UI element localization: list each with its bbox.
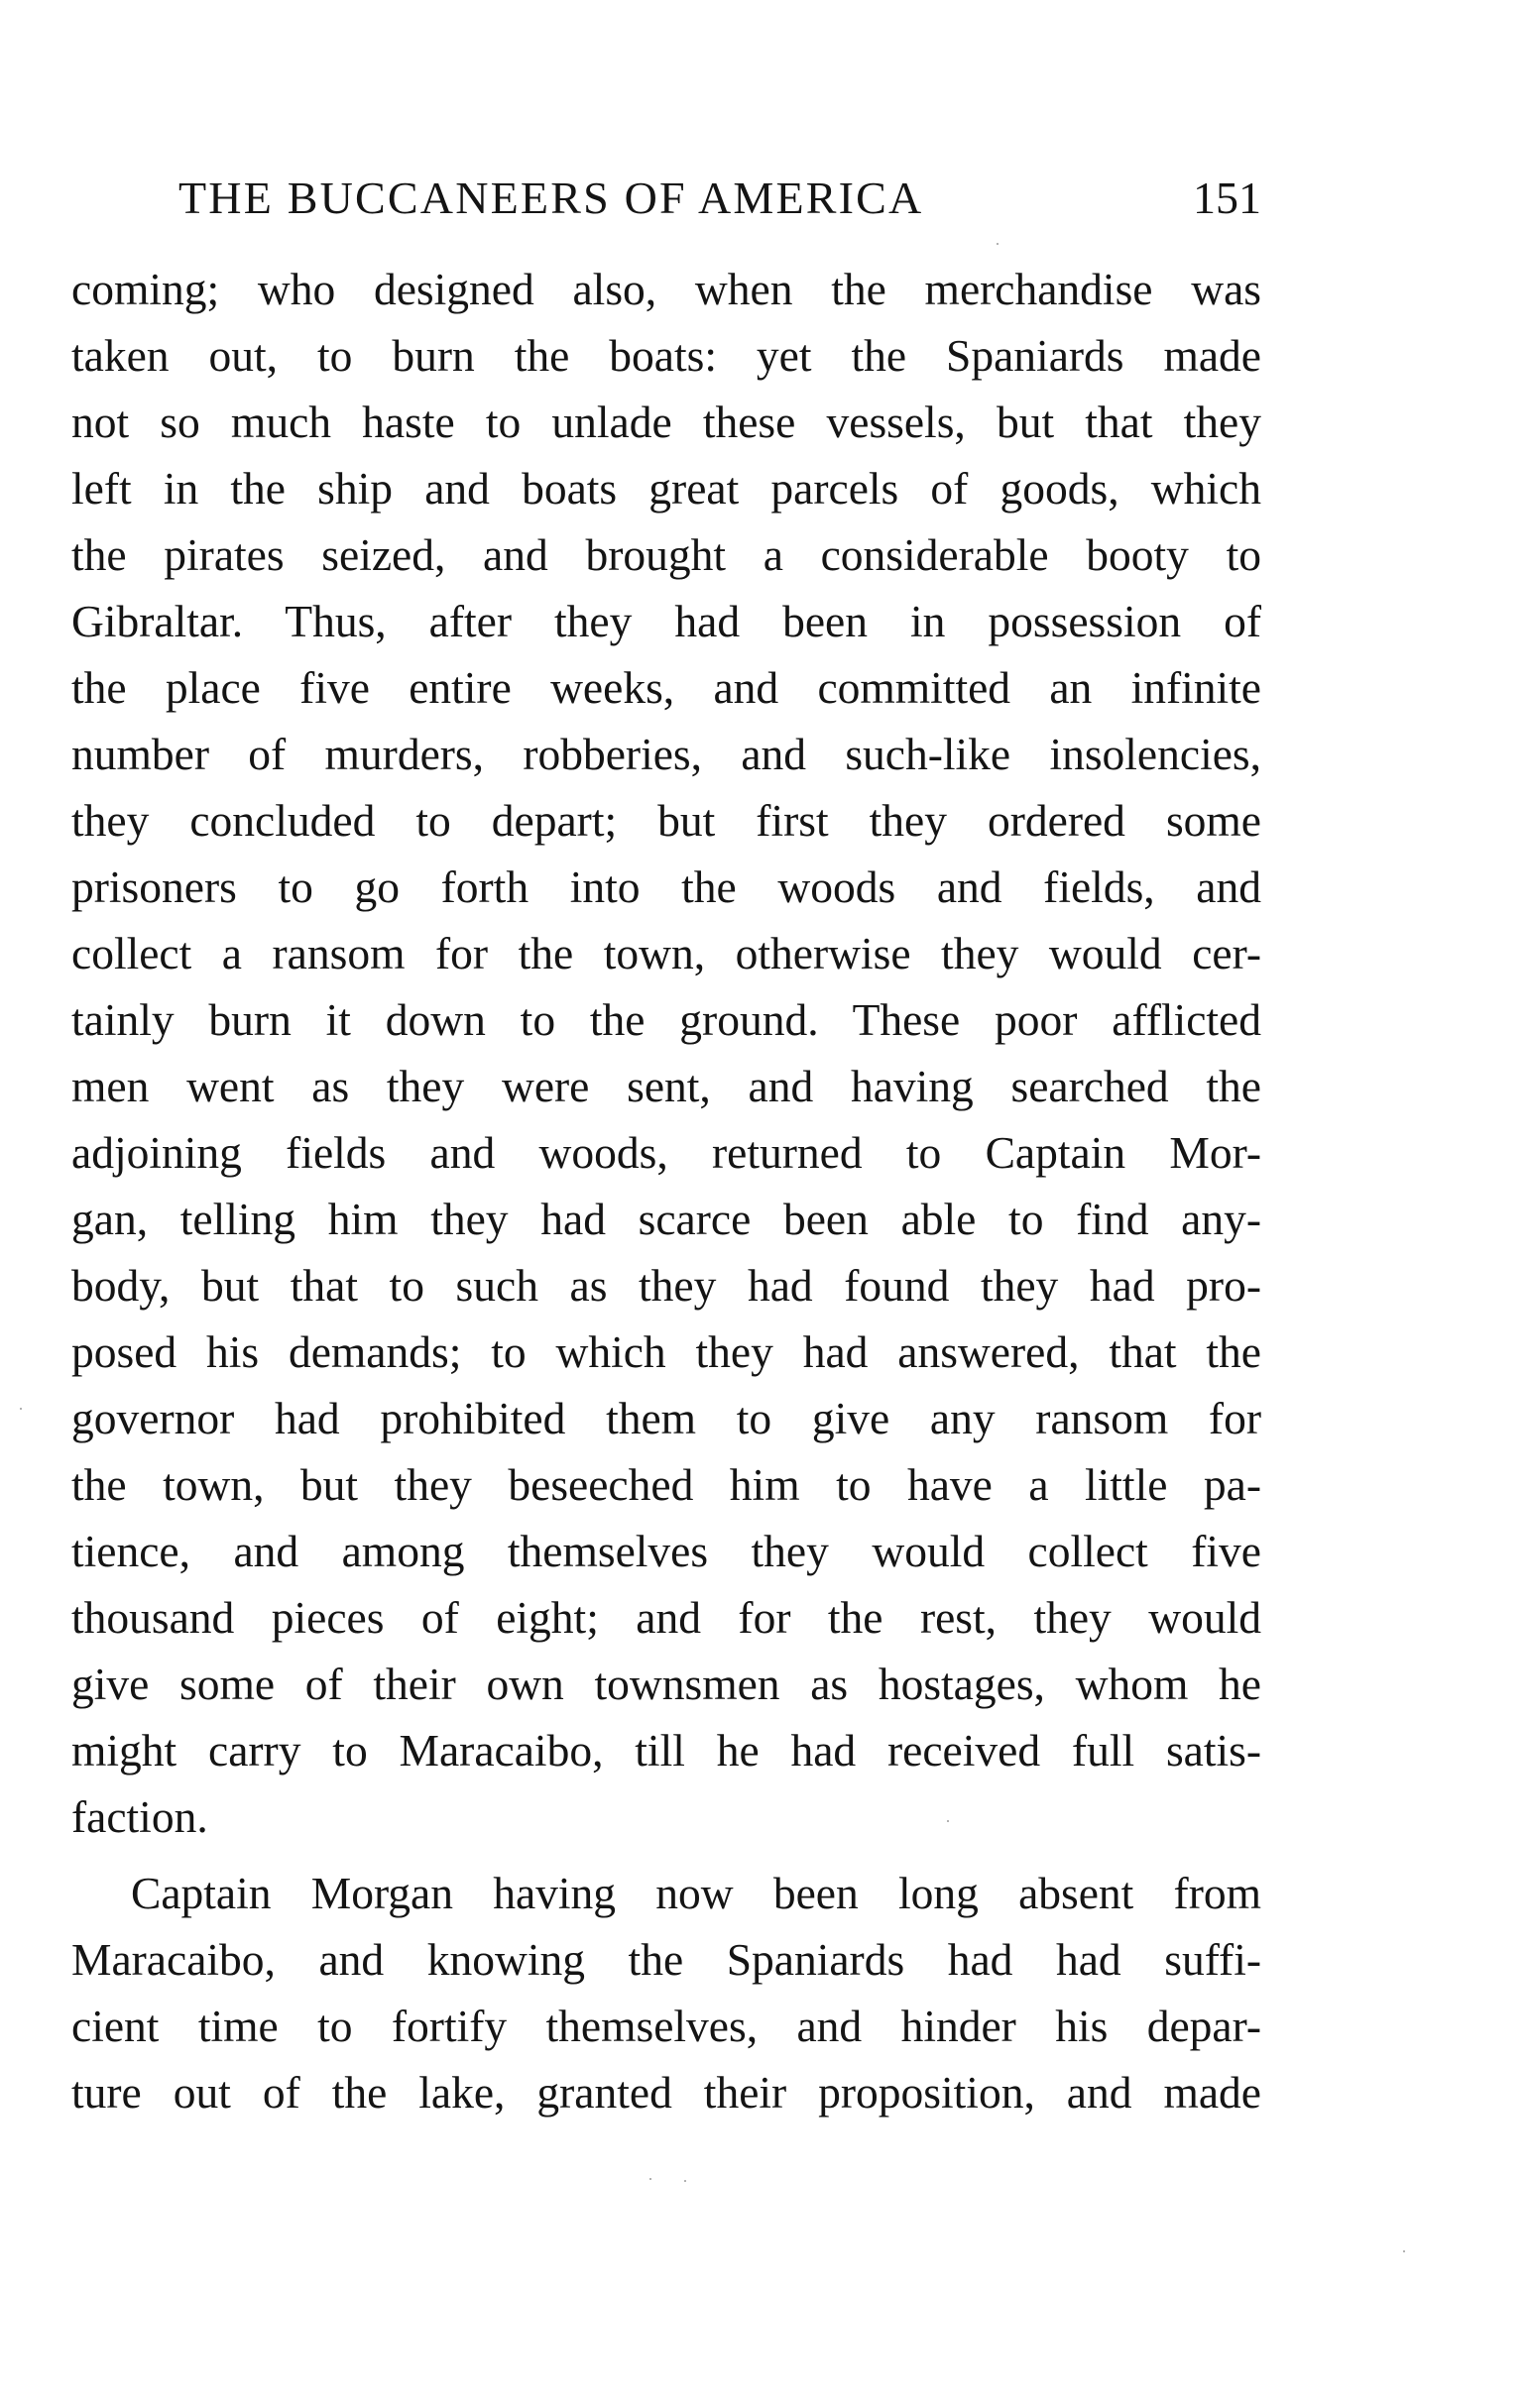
text-line: tainly burn it down to the ground. These poor afflicted — [71, 994, 1261, 1045]
text-line: left in the ship and boats great parcels of goods, which — [71, 463, 1261, 514]
text-line: ture out of the lake, granted their proposition, and made — [71, 2067, 1261, 2118]
text-line: collect a ransom for the town, otherwise they would cer- — [71, 928, 1261, 978]
text-line: not so much haste to unlade these vessels, but that they — [71, 397, 1261, 447]
text-line: men went as they were sent, and having searched the — [71, 1061, 1261, 1111]
text-line: the pirates seized, and brought a considerable booty to — [71, 529, 1261, 580]
scan-speck — [1403, 2250, 1405, 2252]
text-line: body, but that to such as they had found they had pro- — [71, 1260, 1261, 1311]
text-line: Maracaibo, and knowing the Spaniards had had suffi- — [71, 1934, 1261, 1985]
text-line: gan, telling him they had scarce been able to find any- — [71, 1194, 1261, 1244]
scan-speck — [649, 2178, 651, 2180]
running-title: THE BUCCANEERS OF AMERICA — [178, 172, 924, 223]
body-text — [71, 256, 1261, 2125]
scan-speck — [997, 243, 999, 245]
text-line: number of murders, robberies, and such-like insolencies, — [71, 729, 1261, 779]
page-header — [178, 164, 1261, 233]
text-line: give some of their own townsmen as hostages, whom he — [71, 1659, 1261, 1709]
text-line: adjoining fields and woods, returned to Captain Mor- — [71, 1127, 1261, 1178]
scan-speck — [947, 1820, 949, 1822]
page-number: 151 — [1193, 172, 1261, 223]
text-line: cient time to fortify themselves, and hinder his depar- — [71, 2001, 1261, 2051]
text-line: might carry to Maracaibo, till he had received full satis- — [71, 1725, 1261, 1776]
text-line: they concluded to depart; but first they ordered some — [71, 795, 1261, 846]
scan-speck — [684, 2180, 686, 2182]
text-line: coming; who designed also, when the merchandise was — [71, 264, 1261, 314]
text-line: taken out, to burn the boats: yet the Spaniards made — [71, 330, 1261, 381]
scan-speck — [20, 1408, 22, 1410]
text-line: thousand pieces of eight; and for the rest, they would — [71, 1592, 1261, 1643]
text-line: faction. — [71, 1791, 208, 1842]
text-line: governor had prohibited them to give any ransom for — [71, 1393, 1261, 1443]
text-line: tience, and among themselves they would collect five — [71, 1526, 1261, 1576]
paragraph-2 — [71, 1860, 1261, 2125]
text-line: prisoners to go forth into the woods and fields, and — [71, 861, 1261, 912]
text-line: posed his demands; to which they had answered, that the — [71, 1326, 1261, 1377]
text-line: Gibraltar. Thus, after they had been in possession of — [71, 596, 1261, 646]
text-line: the town, but they beseeched him to have a little pa- — [71, 1459, 1261, 1510]
paragraph-1 — [71, 256, 1261, 1850]
text-line: Captain Morgan having now been long absent from — [131, 1868, 1261, 1918]
text-line: the place five entire weeks, and committed an infinite — [71, 662, 1261, 713]
